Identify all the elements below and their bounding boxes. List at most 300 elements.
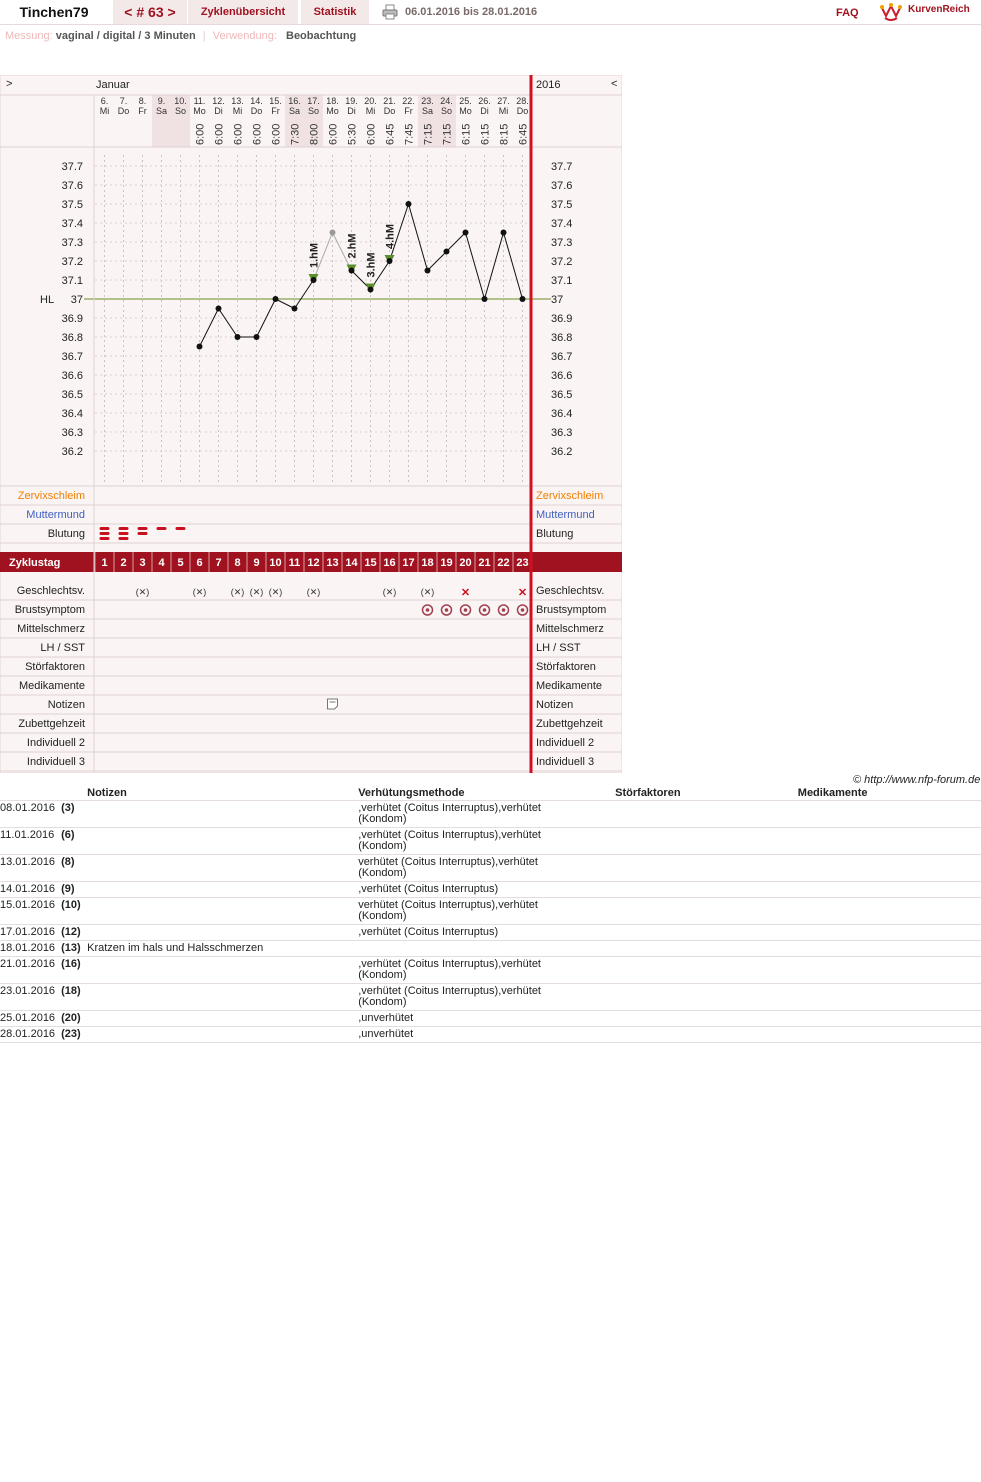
intercourse-protected-icon: (✕) bbox=[192, 587, 207, 597]
cycle-day-number: 2 bbox=[120, 557, 127, 569]
cycle-navigation[interactable]: < # 63 > bbox=[113, 0, 187, 24]
bleeding-mark bbox=[100, 537, 110, 540]
weekday: Mi bbox=[99, 106, 110, 116]
y-tick-right: 37.4 bbox=[551, 218, 573, 230]
row-note bbox=[87, 1011, 358, 1027]
bleeding-mark bbox=[119, 532, 129, 535]
intercourse-protected-icon: (✕) bbox=[230, 587, 245, 597]
bleeding-mark bbox=[138, 527, 148, 530]
y-tick-right: 36.8 bbox=[551, 332, 573, 344]
day-number: 26. bbox=[478, 96, 491, 106]
row-medication bbox=[798, 898, 981, 925]
table-row bbox=[0, 941, 981, 957]
bleeding-mark bbox=[100, 532, 110, 535]
day-number: 12. bbox=[212, 96, 225, 106]
weekday: Mi bbox=[498, 106, 509, 116]
tab-cycle-overview[interactable]: Zyklenübersicht bbox=[188, 0, 298, 24]
high-marker-label: 3.hM bbox=[365, 252, 378, 278]
row-method: ,verhütet (Coitus Interruptus) bbox=[358, 882, 615, 898]
cycle-day-number: 1 bbox=[101, 557, 108, 569]
row-note bbox=[87, 925, 358, 941]
table-row bbox=[0, 828, 981, 855]
day-number: 23. bbox=[421, 96, 434, 106]
temperature-point bbox=[501, 230, 507, 236]
row-disturbances bbox=[615, 898, 798, 925]
temperature-point bbox=[425, 268, 431, 274]
row-medication bbox=[798, 984, 981, 1011]
weekday: Sa bbox=[421, 106, 434, 116]
row-date: 11.01.2016 bbox=[0, 828, 61, 855]
measure-label: Messung: bbox=[5, 30, 53, 42]
table-row bbox=[0, 1027, 981, 1043]
row-label-right-custom2: Individuell 2 bbox=[536, 737, 595, 749]
row-medication bbox=[798, 957, 981, 984]
row-disturbances bbox=[615, 941, 798, 957]
y-tick-left: 37.7 bbox=[61, 161, 83, 173]
temperature-point bbox=[273, 296, 279, 302]
cycle-day-number: 11 bbox=[288, 557, 301, 569]
y-tick-right: 37.2 bbox=[551, 256, 573, 268]
printer-icon[interactable] bbox=[382, 4, 398, 20]
row-date: 08.01.2016 bbox=[0, 801, 61, 828]
row-medication bbox=[798, 882, 981, 898]
y-tick-right: 37.6 bbox=[551, 180, 573, 192]
cycle-day-number: 6 bbox=[196, 557, 203, 569]
table-row bbox=[0, 898, 981, 925]
y-tick-left: 36.3 bbox=[61, 427, 83, 439]
row-method: verhütet (Coitus Interruptus),verhütet (Kondom) bbox=[358, 855, 615, 882]
weekday: So bbox=[307, 106, 320, 116]
measurement-info: Messung: vaginal / digital / 3 Minuten | Verwendung: Beobachtung bbox=[5, 30, 357, 42]
chart-background bbox=[0, 75, 622, 773]
table-row bbox=[0, 1011, 981, 1027]
weekday: Mi bbox=[365, 106, 376, 116]
day-number: 21. bbox=[383, 96, 396, 106]
row-label-notes: Notizen bbox=[47, 699, 85, 711]
col-medication: Medikamente bbox=[798, 786, 981, 801]
row-disturbances bbox=[615, 984, 798, 1011]
weekday: Fr bbox=[404, 106, 413, 116]
day-number: 8. bbox=[138, 96, 147, 106]
row-cycle-day: (8) bbox=[61, 855, 87, 882]
weekday: Do bbox=[383, 106, 396, 116]
row-disturbances bbox=[615, 925, 798, 941]
weekday: Sa bbox=[155, 106, 168, 116]
table-row bbox=[0, 957, 981, 984]
row-date: 18.01.2016 bbox=[0, 941, 61, 957]
temperature-point bbox=[235, 334, 241, 340]
weekday: Do bbox=[117, 106, 130, 116]
breast-symptom-icon bbox=[483, 608, 487, 612]
y-tick-left: 36.5 bbox=[61, 389, 83, 401]
row-note bbox=[87, 882, 358, 898]
cycle-day-number: 10 bbox=[269, 557, 282, 569]
intercourse-protected-icon: (✕) bbox=[420, 587, 435, 597]
day-number: 16. bbox=[288, 96, 301, 106]
row-method: ,verhütet (Coitus Interruptus),verhütet (Kondom) bbox=[358, 984, 615, 1011]
row-label-bedtime: Zubettgehzeit bbox=[18, 718, 85, 730]
row-medication bbox=[798, 801, 981, 828]
cycle-day-number: 16 bbox=[383, 557, 396, 569]
notes-table bbox=[0, 786, 981, 1043]
nav-prev-button: > bbox=[6, 78, 13, 90]
temperature-point bbox=[444, 249, 450, 255]
row-note bbox=[87, 1027, 358, 1043]
day-number: 9. bbox=[157, 96, 166, 106]
y-tick-right: 37.3 bbox=[551, 237, 573, 249]
weekday: Di bbox=[347, 106, 356, 116]
y-tick-left: 37 bbox=[70, 294, 83, 306]
y-tick-right: 37.7 bbox=[551, 161, 573, 173]
high-marker-label: 2.hM bbox=[346, 233, 359, 259]
bleeding-mark bbox=[119, 527, 129, 530]
row-cycle-day: (10) bbox=[61, 898, 87, 925]
cycle-day-number: 15 bbox=[364, 557, 377, 569]
y-tick-left: 36.7 bbox=[61, 351, 83, 363]
row-label-right-intercourse: Geschlechtsv. bbox=[536, 585, 605, 597]
y-tick-left: 36.8 bbox=[61, 332, 83, 344]
day-number: 22. bbox=[402, 96, 415, 106]
breast-symptom-icon bbox=[502, 608, 506, 612]
temperature-point bbox=[349, 268, 355, 274]
y-tick-left: 36.2 bbox=[61, 446, 83, 458]
temperature-point bbox=[387, 258, 393, 264]
day-number: 14. bbox=[250, 96, 263, 106]
temperature-point bbox=[330, 230, 336, 236]
day-number: 15. bbox=[269, 96, 282, 106]
row-disturbances bbox=[615, 882, 798, 898]
temperature-point bbox=[216, 306, 222, 312]
measure-time: 6:00 bbox=[194, 123, 207, 145]
row-label-right-mittelschmerz: Mittelschmerz bbox=[536, 623, 604, 635]
y-tick-left: 36.6 bbox=[61, 370, 83, 382]
temperature-point bbox=[254, 334, 260, 340]
row-medication bbox=[798, 855, 981, 882]
row-label-breast: Brustsymptom bbox=[14, 604, 85, 616]
row-date: 15.01.2016 bbox=[0, 898, 61, 925]
day-number: 17. bbox=[307, 96, 320, 106]
intercourse-unprotected-icon: ✕ bbox=[517, 587, 528, 599]
cycle-day-number: 13 bbox=[326, 557, 339, 569]
date-range: 06.01.2016 bis 28.01.2016 bbox=[405, 6, 538, 18]
y-tick-left: 37.3 bbox=[61, 237, 83, 249]
row-note: Kratzen im hals und Halsschmerzen bbox=[87, 941, 358, 957]
row-label-right-bleeding: Blutung bbox=[536, 528, 574, 540]
row-label-cervical_mucus: Zervixschleim bbox=[17, 490, 85, 502]
row-date: 23.01.2016 bbox=[0, 984, 61, 1011]
row-label-right-disturbances: Störfaktoren bbox=[536, 661, 596, 673]
intercourse-protected-icon: (✕) bbox=[135, 587, 150, 597]
high-marker-label: 1.hM bbox=[308, 242, 321, 268]
weekday: Fr bbox=[138, 106, 147, 116]
measure-time: 8:15 bbox=[498, 123, 511, 145]
row-label-right-custom3: Individuell 3 bbox=[536, 756, 595, 768]
row-cycle-day: (16) bbox=[61, 957, 87, 984]
high-marker-label: 4.hM bbox=[384, 223, 397, 249]
row-label-right-notes: Notizen bbox=[536, 699, 574, 711]
weekday: Di bbox=[214, 106, 223, 116]
cycle-day-number: 8 bbox=[234, 557, 241, 569]
bleeding-mark bbox=[100, 527, 110, 530]
measure-time: 7:15 bbox=[422, 123, 435, 145]
y-tick-right: 37.1 bbox=[551, 275, 573, 287]
row-disturbances bbox=[615, 1011, 798, 1027]
measure-value: vaginal / digital / 3 Minuten bbox=[55, 30, 196, 42]
username: Tinchen79 bbox=[0, 0, 108, 24]
measure-time: 7:45 bbox=[403, 123, 416, 145]
day-number: 24. bbox=[440, 96, 453, 106]
breast-symptom-icon bbox=[426, 608, 430, 612]
cycle-day-number: 3 bbox=[139, 557, 146, 569]
bleeding-mark bbox=[176, 527, 186, 530]
temperature-point bbox=[482, 296, 488, 302]
measure-time: 6:45 bbox=[517, 123, 530, 145]
weekday: Mi bbox=[232, 106, 243, 116]
row-method: ,unverhütet bbox=[358, 1027, 615, 1043]
top-bar bbox=[0, 0, 981, 25]
row-method bbox=[358, 941, 615, 957]
row-label-right-lh: LH / SST bbox=[536, 642, 581, 654]
y-tick-left: 37.2 bbox=[61, 256, 83, 268]
day-number: 11. bbox=[193, 96, 206, 106]
cycle-day-number: 19 bbox=[440, 557, 453, 569]
row-cycle-day: (13) bbox=[61, 941, 87, 957]
bleeding-mark bbox=[119, 537, 129, 540]
row-label-right-breast: Brustsymptom bbox=[536, 604, 607, 616]
temperature-point bbox=[406, 201, 412, 207]
crown-logo-icon bbox=[880, 2, 902, 22]
cycle-day-label: Zyklustag bbox=[9, 557, 61, 569]
weekday: Mo bbox=[193, 106, 206, 116]
measure-time: 6:00 bbox=[327, 123, 340, 145]
measure-time: 6:00 bbox=[365, 123, 378, 145]
row-medication bbox=[798, 1011, 981, 1027]
row-method: ,unverhütet bbox=[358, 1011, 615, 1027]
row-label-lh: LH / SST bbox=[40, 642, 85, 654]
measure-time: 7:15 bbox=[441, 123, 454, 145]
row-disturbances bbox=[615, 801, 798, 828]
row-medication bbox=[798, 941, 981, 957]
y-tick-left: 36.9 bbox=[61, 313, 83, 325]
cycle-day-number: 23 bbox=[516, 557, 529, 569]
row-disturbances bbox=[615, 957, 798, 984]
temperature-point bbox=[368, 287, 374, 293]
row-date: 21.01.2016 bbox=[0, 957, 61, 984]
day-number: 18. bbox=[326, 96, 339, 106]
breast-symptom-icon bbox=[521, 608, 525, 612]
weekday: So bbox=[174, 106, 187, 116]
intercourse-protected-icon: (✕) bbox=[306, 587, 321, 597]
row-note bbox=[87, 801, 358, 828]
col-method: Verhütungsmethode bbox=[358, 786, 615, 801]
row-method: ,verhütet (Coitus Interruptus),verhütet (Kondom) bbox=[358, 801, 615, 828]
row-method: ,verhütet (Coitus Interruptus),verhütet (Kondom) bbox=[358, 957, 615, 984]
bleeding-mark bbox=[157, 527, 167, 530]
row-date: 14.01.2016 bbox=[0, 882, 61, 898]
temperature-point bbox=[311, 277, 317, 283]
row-label-right-cervical_mucus: Zervixschleim bbox=[536, 490, 604, 502]
tab-statistics[interactable]: Statistik bbox=[301, 0, 369, 24]
row-note bbox=[87, 898, 358, 925]
row-label-cervix: Muttermund bbox=[26, 509, 85, 521]
note-icon[interactable] bbox=[328, 699, 338, 709]
table-row bbox=[0, 855, 981, 882]
measure-time: 8:00 bbox=[308, 123, 321, 145]
row-date: 25.01.2016 bbox=[0, 1011, 61, 1027]
day-number: 27. bbox=[497, 96, 510, 106]
row-note bbox=[87, 984, 358, 1011]
intercourse-protected-icon: (✕) bbox=[249, 587, 264, 597]
weekday: Do bbox=[250, 106, 263, 116]
cycle-day-number: 14 bbox=[345, 557, 358, 569]
weekday: So bbox=[440, 106, 453, 116]
day-number: 13. bbox=[231, 96, 244, 106]
row-label-disturbances: Störfaktoren bbox=[25, 661, 85, 673]
y-tick-left: 37.5 bbox=[61, 199, 83, 211]
row-label-intercourse: Geschlechtsv. bbox=[16, 585, 85, 597]
cycle-chart bbox=[0, 75, 622, 773]
row-date: 17.01.2016 bbox=[0, 925, 61, 941]
row-disturbances bbox=[615, 1027, 798, 1043]
row-medication bbox=[798, 925, 981, 941]
y-tick-right: 37.5 bbox=[551, 199, 573, 211]
table-row bbox=[0, 925, 981, 941]
row-note bbox=[87, 957, 358, 984]
weekday: Di bbox=[480, 106, 489, 116]
y-tick-right: 37 bbox=[551, 294, 564, 306]
y-tick-right: 36.5 bbox=[551, 389, 573, 401]
month-label: Januar bbox=[96, 79, 130, 91]
coverline-label: HL bbox=[40, 294, 55, 306]
logo-text[interactable]: KurvenReich bbox=[908, 4, 970, 15]
table-row bbox=[0, 984, 981, 1011]
row-cycle-day: (23) bbox=[61, 1027, 87, 1043]
breast-symptom-icon bbox=[445, 608, 449, 612]
row-label-right-cervix: Muttermund bbox=[536, 509, 595, 521]
cycle-day-number: 18 bbox=[421, 557, 434, 569]
measure-time: 6:00 bbox=[251, 123, 264, 145]
measure-time: 6:00 bbox=[232, 123, 245, 145]
row-method: ,verhütet (Coitus Interruptus),verhütet (Kondom) bbox=[358, 828, 615, 855]
row-label-medication: Medikamente bbox=[18, 680, 85, 692]
cycle-day-number: 5 bbox=[177, 557, 184, 569]
y-tick-left: 37.4 bbox=[61, 218, 83, 230]
weekday: Sa bbox=[288, 106, 301, 116]
cycle-day-number: 12 bbox=[307, 557, 320, 569]
row-label-custom2: Individuell 2 bbox=[26, 737, 85, 749]
intercourse-protected-icon: (✕) bbox=[382, 587, 397, 597]
measure-time: 7:30 bbox=[289, 123, 302, 145]
row-note bbox=[87, 828, 358, 855]
weekday: Mo bbox=[459, 106, 472, 116]
y-tick-right: 36.9 bbox=[551, 313, 573, 325]
row-method: verhütet (Coitus Interruptus),verhütet (Kondom) bbox=[358, 898, 615, 925]
row-cycle-day: (12) bbox=[61, 925, 87, 941]
col-disturbances: Störfaktoren bbox=[615, 786, 798, 801]
cycle-day-number: 21 bbox=[478, 557, 491, 569]
bleeding-mark bbox=[138, 532, 148, 535]
col-notes: Notizen bbox=[87, 786, 358, 801]
row-label-right-medication: Medikamente bbox=[536, 680, 603, 692]
y-tick-right: 36.2 bbox=[551, 446, 573, 458]
row-medication bbox=[798, 1027, 981, 1043]
row-cycle-day: (3) bbox=[61, 801, 87, 828]
row-date: 13.01.2016 bbox=[0, 855, 61, 882]
faq-link[interactable]: FAQ bbox=[836, 7, 859, 19]
weekday: Mo bbox=[326, 106, 339, 116]
row-cycle-day: (18) bbox=[61, 984, 87, 1011]
row-disturbances bbox=[615, 855, 798, 882]
row-method: ,verhütet (Coitus Interruptus) bbox=[358, 925, 615, 941]
row-cycle-day: (6) bbox=[61, 828, 87, 855]
row-date: 28.01.2016 bbox=[0, 1027, 61, 1043]
year-label: 2016 bbox=[536, 79, 561, 91]
measure-time: 6:00 bbox=[213, 123, 226, 145]
y-tick-left: 37.1 bbox=[61, 275, 83, 287]
measure-time: 6:15 bbox=[460, 123, 473, 145]
row-label-bleeding: Blutung bbox=[47, 528, 85, 540]
weekday: Fr bbox=[271, 106, 280, 116]
breast-symptom-icon bbox=[464, 608, 468, 612]
notes-table-header bbox=[0, 786, 981, 801]
cycle-day-number: 9 bbox=[253, 557, 260, 569]
usage-label: Verwendung: bbox=[212, 30, 277, 42]
row-cycle-day: (20) bbox=[61, 1011, 87, 1027]
temperature-point bbox=[292, 306, 298, 312]
day-number: 10. bbox=[174, 96, 187, 106]
row-note bbox=[87, 855, 358, 882]
intercourse-protected-icon: (✕) bbox=[268, 587, 283, 597]
measure-time: 6:45 bbox=[384, 123, 397, 145]
y-tick-right: 36.4 bbox=[551, 408, 573, 420]
row-label-mittelschmerz: Mittelschmerz bbox=[17, 623, 85, 635]
row-label-custom3: Individuell 3 bbox=[26, 756, 85, 768]
temperature-point bbox=[197, 344, 203, 350]
row-medication bbox=[798, 828, 981, 855]
weekday: Do bbox=[516, 106, 529, 116]
day-number: 28. bbox=[516, 96, 529, 106]
cycle-day-number: 7 bbox=[215, 557, 222, 569]
y-tick-right: 36.6 bbox=[551, 370, 573, 382]
day-number: 19. bbox=[345, 96, 358, 106]
measure-time: 5:30 bbox=[346, 123, 359, 145]
cycle-day-number: 20 bbox=[459, 557, 472, 569]
copyright: © http://www.nfp-forum.de bbox=[853, 774, 981, 786]
usage-value: Beobachtung bbox=[286, 30, 357, 42]
day-number: 7. bbox=[119, 96, 128, 106]
cycle-day-number: 4 bbox=[158, 557, 165, 569]
day-number: 25. bbox=[459, 96, 472, 106]
cycle-day-number: 17 bbox=[402, 557, 415, 569]
measure-time: 6:15 bbox=[479, 123, 492, 145]
day-number: 6. bbox=[100, 96, 109, 106]
row-label-right-bedtime: Zubettgehzeit bbox=[536, 718, 603, 730]
y-tick-right: 36.3 bbox=[551, 427, 573, 439]
intercourse-unprotected-icon: ✕ bbox=[460, 587, 471, 599]
day-number: 20. bbox=[364, 96, 377, 106]
row-disturbances bbox=[615, 828, 798, 855]
temperature-point bbox=[520, 296, 526, 302]
row-cycle-day: (9) bbox=[61, 882, 87, 898]
nav-next-button: < bbox=[611, 78, 618, 90]
table-row bbox=[0, 882, 981, 898]
temperature-point bbox=[463, 230, 469, 236]
measure-time: 6:00 bbox=[270, 123, 283, 145]
cycle-day-number: 22 bbox=[497, 557, 510, 569]
table-row bbox=[0, 801, 981, 828]
y-tick-right: 36.7 bbox=[551, 351, 573, 363]
y-tick-left: 36.4 bbox=[61, 408, 83, 420]
